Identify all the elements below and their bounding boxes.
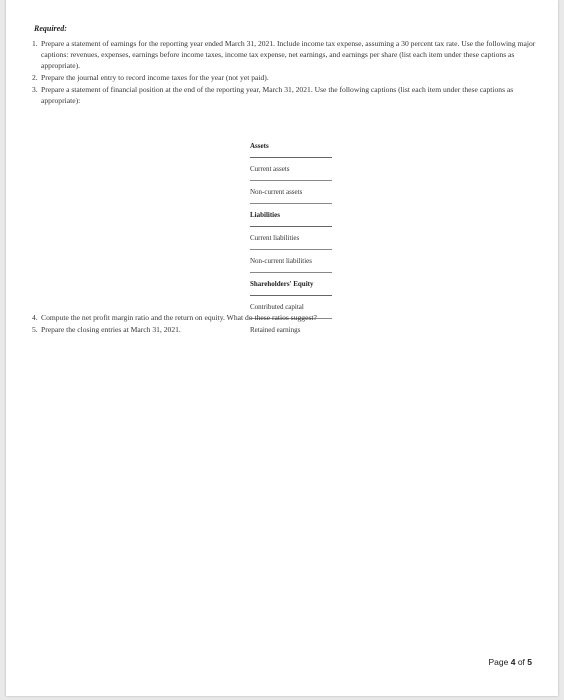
item-number: 2. [32, 73, 38, 82]
item-text: Compute the net profit margin ratio and the return on equity. What do these ratios suggest? [41, 313, 317, 322]
caption-noncurrent-liabilities: Non-current liabilities [250, 250, 332, 273]
page-middle: of [515, 657, 528, 667]
page-total: 5 [527, 657, 532, 667]
page-current: 4 [510, 657, 516, 667]
caption-liabilities: Liabilities [250, 204, 332, 227]
list-item [32, 312, 538, 323]
requirements-list-top [32, 38, 538, 107]
item-text: Prepare the closing entries at March 31, 2021. [41, 325, 181, 334]
list-item [32, 38, 538, 71]
item-text: Prepare the journal entry to record income taxes for the year (not yet paid). [41, 73, 269, 82]
list-item [32, 72, 538, 83]
caption-current-assets: Current assets [250, 158, 332, 181]
document-page [6, 0, 558, 696]
item-number: 1. [32, 39, 38, 48]
caption-contributed-capital: Contributed capital [250, 296, 332, 319]
item-text: Prepare a statement of financial position at the end of the reporting year, March 31, 2021. Use the following captions (list each item under these captions as appropriate): [41, 85, 514, 105]
list-item [32, 324, 538, 335]
caption-retained-earnings: Retained earnings [250, 326, 301, 334]
item-number: 5. [32, 325, 38, 334]
item-number: 4. [32, 313, 38, 322]
list-item [32, 84, 538, 106]
caption-assets: Assets [250, 135, 332, 158]
required-heading: Required: [34, 24, 67, 33]
caption-current-liabilities: Current liabilities [250, 227, 332, 250]
page-number [489, 657, 533, 667]
balance-sheet-captions [250, 135, 332, 341]
requirements-list-bottom [32, 312, 538, 336]
item-number: 3. [32, 85, 38, 94]
item-text: Prepare a statement of earnings for the reporting year ended March 31, 2021. Include income tax expense, assuming a 30 percent tax rate. Use the following major captions: revenues, expenses, earnings before income taxes, income tax expense, net earnings, and earnings per share (list each item under these captions as appropriate). [41, 39, 536, 70]
page-prefix: Page [488, 657, 511, 667]
caption-shareholders-equity: Shareholders' Equity [250, 273, 332, 296]
caption-noncurrent-assets: Non-current assets [250, 181, 332, 204]
